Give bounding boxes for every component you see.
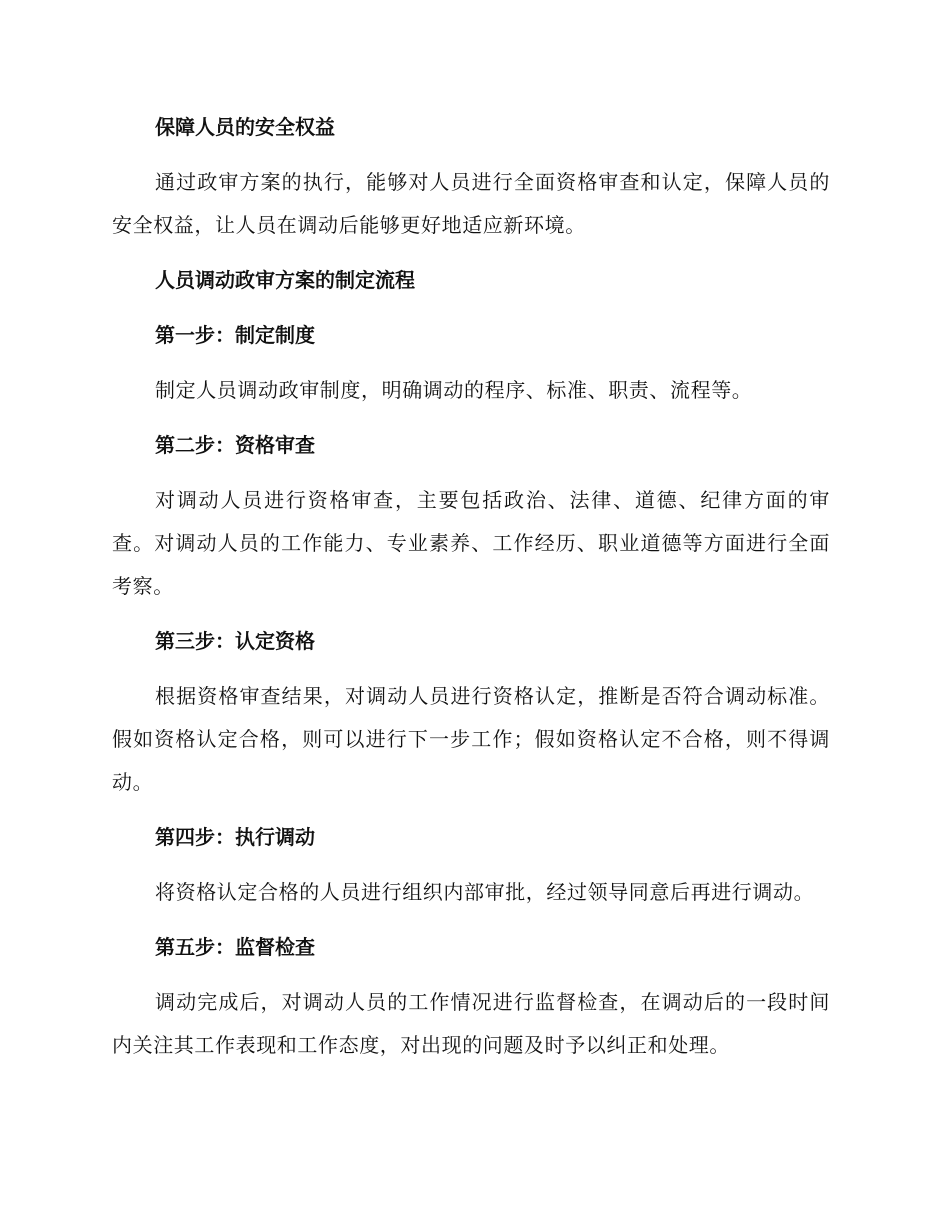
step-paragraph-2: 对调动人员进行资格审查，主要包括政治、法律、道德、纪律方面的审查。对调动人员的工作能力、专业素养、工作经历、职业道德等方面进行全面考察。	[112, 488, 830, 598]
step-heading-2: 第二步：资格审查	[155, 433, 315, 457]
step-paragraph-4: 将资格认定合格的人员进行组织内部审批，经过领导同意后再进行调动。	[155, 880, 815, 904]
step-heading-4: 第四步：执行调动	[155, 825, 315, 849]
step-heading-3: 第三步：认定资格	[155, 629, 315, 653]
document-body	[112, 106, 830, 1079]
paragraph-safety-rights: 通过政审方案的执行，能够对人员进行全面资格审查和认定，保障人员的安全权益，让人员在调动后能够更好地适应新环境。	[112, 170, 830, 237]
step-paragraph-5: 调动完成后，对调动人员的工作情况进行监督检查，在调动后的一段时间内关注其工作表现和工作态度，对出现的问题及时予以纠正和处理。	[112, 990, 830, 1057]
section-heading-safety-rights: 保障人员的安全权益	[155, 115, 335, 139]
step-paragraph-1: 制定人员调动政审制度，明确调动的程序、标准、职责、流程等。	[155, 378, 753, 402]
step-heading-1: 第一步：制定制度	[155, 323, 315, 347]
section-heading-process: 人员调动政审方案的制定流程	[155, 268, 415, 292]
step-heading-5: 第五步：监督检查	[155, 935, 315, 959]
step-paragraph-3: 根据资格审查结果，对调动人员进行资格认定，推断是否符合调动标准。假如资格认定合格，则可以进行下一步工作；假如资格认定不合格，则不得调动。	[112, 684, 830, 794]
